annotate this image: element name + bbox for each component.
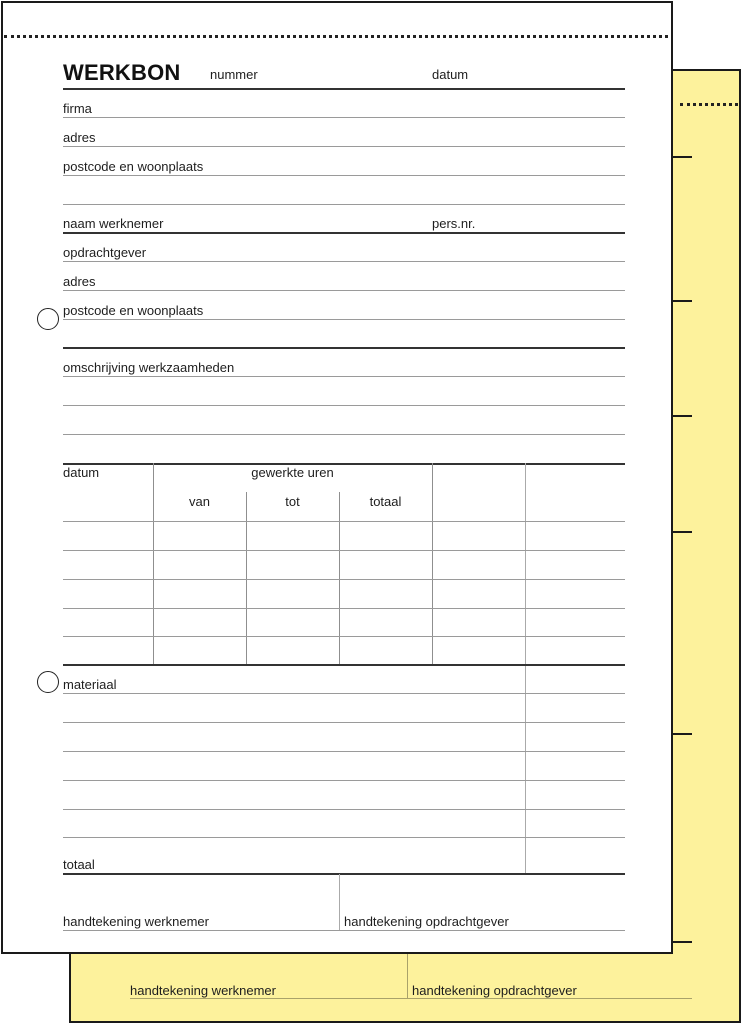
copy-signature-line	[130, 998, 692, 999]
signature-opdrachtgever-label: handtekening opdrachtgever	[344, 914, 509, 929]
client-postcode-label: postcode en woonplaats	[63, 303, 204, 318]
copy-margin-tick	[671, 415, 692, 417]
material-line[interactable]	[63, 809, 625, 810]
material-line[interactable]	[63, 722, 625, 723]
company-postcode-field-line[interactable]	[63, 175, 625, 176]
hours-table-row[interactable]	[63, 550, 625, 551]
hours-datum-header: datum	[63, 465, 100, 480]
header-rule[interactable]	[63, 88, 625, 90]
client-postcode-field-line[interactable]	[63, 319, 625, 320]
hours-table-row[interactable]	[63, 608, 625, 609]
copy-perforation-line	[680, 103, 738, 106]
description-line[interactable]	[63, 376, 625, 377]
tot-header: tot	[285, 494, 300, 509]
van-header: van	[189, 494, 210, 509]
employee-field-line[interactable]	[63, 232, 625, 234]
signature-opdrachtgever-line[interactable]	[339, 930, 625, 931]
persnr-label: pers.nr.	[432, 216, 476, 231]
description-line[interactable]	[63, 405, 625, 406]
hours-column-divider	[153, 463, 154, 665]
punch-hole-icon	[37, 308, 59, 330]
opdrachtgever-field-line[interactable]	[63, 261, 625, 262]
firma-field-line[interactable]	[63, 117, 625, 118]
material-total-rule[interactable]	[63, 873, 625, 875]
signature-werknemer-line[interactable]	[63, 930, 339, 931]
copy-signature-divider	[407, 954, 408, 998]
client-section-rule[interactable]	[63, 347, 625, 349]
signature-werknemer-label: handtekening werknemer	[63, 914, 209, 929]
material-line[interactable]	[63, 837, 625, 838]
copy-signature-werknemer-label: handtekening werknemer	[130, 983, 276, 998]
material-line[interactable]	[63, 693, 625, 694]
hours-table-row[interactable]	[63, 636, 625, 637]
omschrijving-label: omschrijving werkzaamheden	[63, 360, 235, 375]
copy-margin-tick	[671, 733, 692, 735]
company-postcode-label: postcode en woonplaats	[63, 159, 204, 174]
amount-column-divider	[525, 463, 526, 873]
copy-margin-tick	[671, 300, 692, 302]
firma-label: firma	[63, 101, 92, 116]
signature-divider	[339, 874, 340, 931]
naam-werknemer-label: naam werknemer	[63, 216, 164, 231]
hours-table-row[interactable]	[63, 521, 625, 522]
company-adres-label: adres	[63, 130, 96, 145]
punch-hole-icon	[37, 671, 59, 693]
copy-margin-tick	[671, 941, 692, 943]
totaal-header: totaal	[369, 494, 402, 509]
datum-label: datum	[432, 67, 469, 82]
copy-signature-opdrachtgever-label: handtekening opdrachtgever	[412, 983, 577, 998]
description-line[interactable]	[63, 434, 625, 435]
material-totaal-label: totaal	[63, 857, 95, 872]
nummer-label: nummer	[210, 67, 258, 82]
client-adres-field-line[interactable]	[63, 290, 625, 291]
opdrachtgever-label: opdrachtgever	[63, 245, 147, 260]
client-adres-label: adres	[63, 274, 96, 289]
hours-table-bottom-rule	[63, 664, 625, 666]
company-adres-field-line[interactable]	[63, 146, 625, 147]
company-extra-field-line[interactable]	[63, 204, 625, 205]
material-line[interactable]	[63, 751, 625, 752]
gewerkte-uren-header: gewerkte uren	[251, 465, 334, 480]
copy-margin-tick	[671, 156, 692, 158]
hours-column-divider	[432, 463, 433, 665]
hours-table-row[interactable]	[63, 579, 625, 580]
materiaal-label: materiaal	[63, 677, 117, 692]
form-title: WERKBON	[63, 60, 181, 85]
copy-margin-tick	[671, 531, 692, 533]
material-line[interactable]	[63, 780, 625, 781]
perforation-line	[4, 35, 668, 38]
